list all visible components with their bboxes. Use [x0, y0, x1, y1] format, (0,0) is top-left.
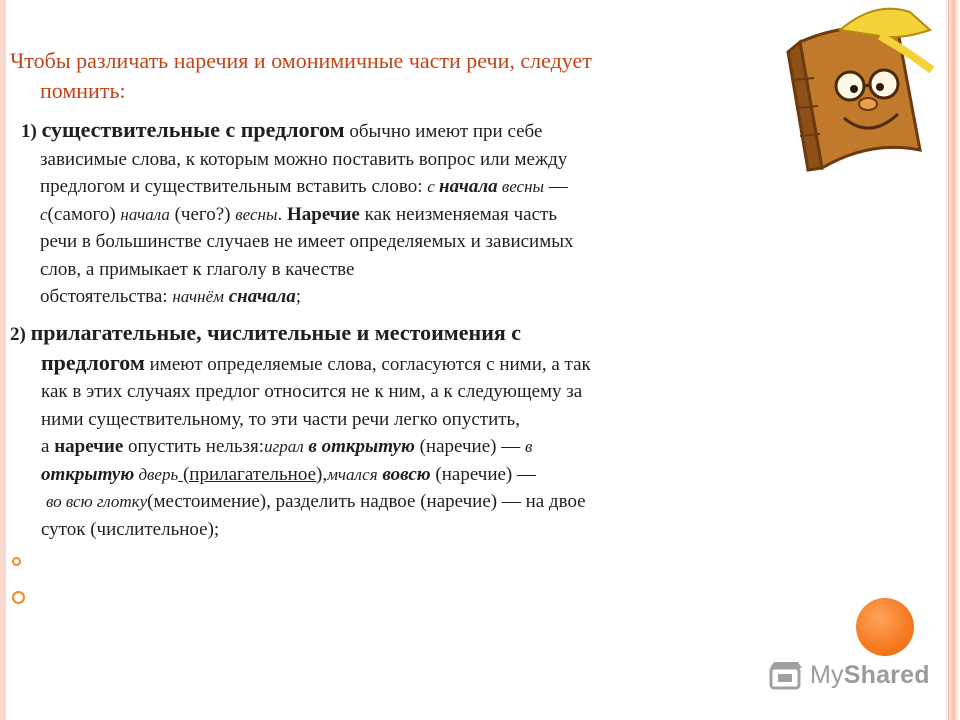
point-1-line-2: зависимые слова, к которым можно поставить вопрос или между: [40, 148, 568, 170]
point-2-line-1: 2) прилагательные, числительные и местоимения с: [10, 320, 522, 345]
point-1-line-6: слов, а примыкает к глаголу в качестве: [40, 258, 355, 280]
point-1-line-4: с(самого) начала (чего?) весны. Наречие как неизменяемая часть: [40, 203, 557, 225]
point-1: [18, 116, 778, 311]
title-line-2: помнить:: [40, 78, 126, 103]
title-line-1: Чтобы различать наречия и омонимичные части речи, следует: [10, 48, 592, 73]
decorative-orange-circle: [856, 598, 914, 656]
point-2-line-6: открытую дверь (прилагательное),мчался вовсю (наречие) —: [41, 463, 537, 485]
point-1-line-5: речи в большинстве случаев не имеет определяемых и зависимых: [40, 231, 574, 252]
empty-bullet: [12, 591, 25, 604]
slide-frame-left: [0, 0, 6, 720]
point-1-heading: существительные с предлогом: [41, 117, 345, 142]
point-2-line-3: как в этих случаях предлог относится не к ним, а к следующему за: [41, 381, 583, 402]
point-2-heading: прилагательные, числительные и местоимения с: [30, 320, 522, 345]
point-1-line-1: 1) существительные с предлогом обычно имеют при себе: [21, 117, 543, 142]
point-2-line-2: предлогом имеют определяемые слова, согласуются с ними, а так: [41, 349, 591, 375]
point-2-line-5: а наречие опустить нельзя:играл в открытую (наречие) — в: [41, 436, 533, 457]
point-1-line-7: обстоятельства: начнём сначала;: [40, 286, 301, 307]
slide-title: [10, 46, 810, 106]
cartoon-book-icon: [780, 0, 940, 175]
slide-frame-right: [944, 0, 960, 720]
point-2: [10, 319, 790, 543]
logo-text: MyShared: [810, 660, 930, 689]
mortarboard-icon: [768, 658, 804, 692]
mysharerd-logo: [768, 657, 930, 693]
point-2-line-4: ними существительному, то эти части речи легко опустить,: [41, 408, 520, 430]
point-1-line-3: предлогом и существительным вставить слово: с начала весны —: [40, 176, 568, 197]
point-2-line-8: суток (числительное);: [41, 518, 220, 540]
empty-bullet-small: [12, 557, 21, 566]
point-2-line-7: во всю глотку(местоимение), разделить надвое (наречие) — на двое: [46, 491, 586, 512]
